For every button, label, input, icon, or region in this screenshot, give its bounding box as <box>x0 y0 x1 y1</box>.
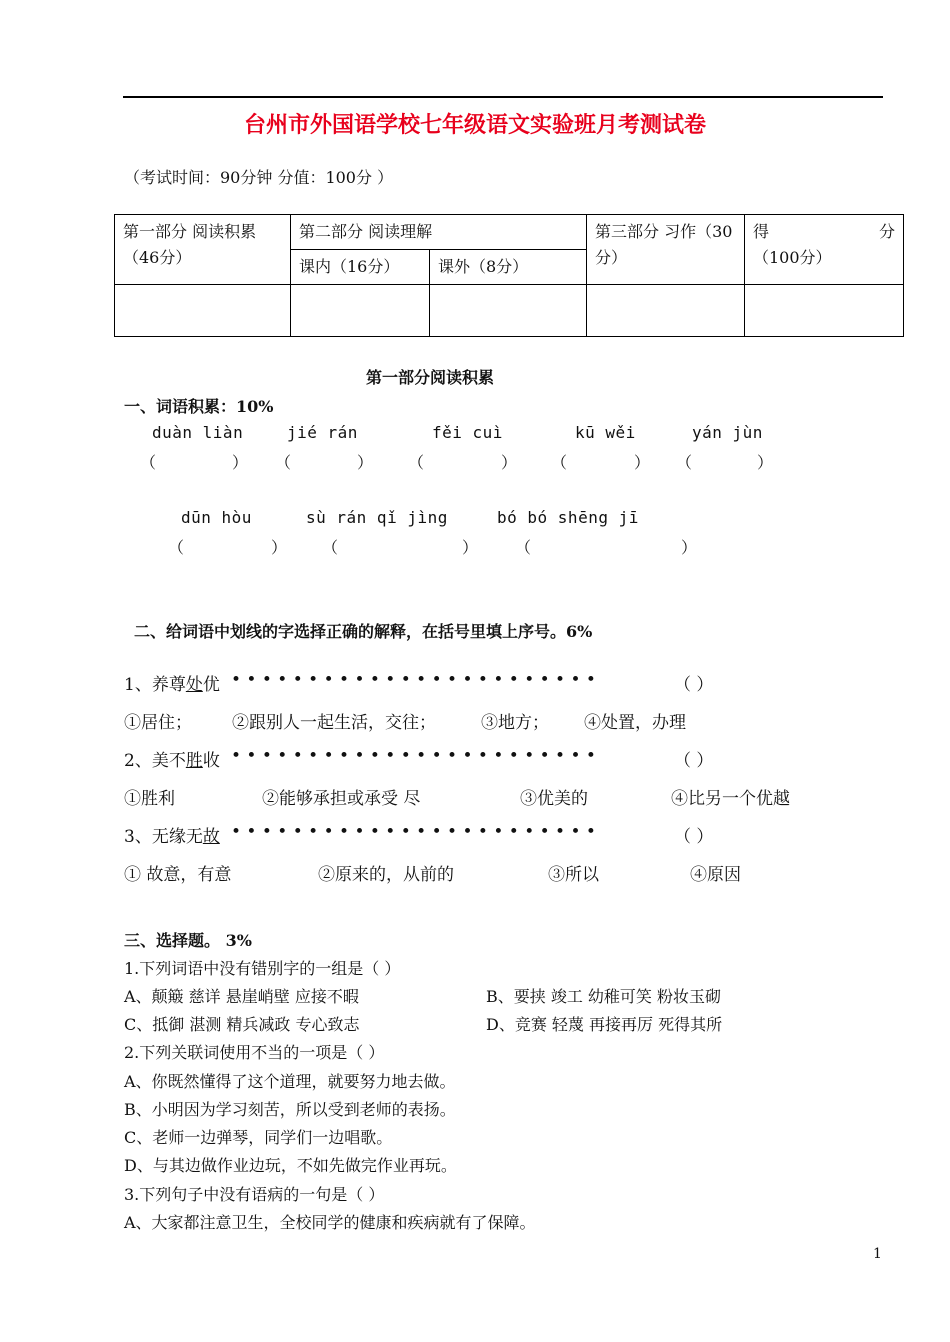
pinyin-5: yán jùn <box>692 423 763 442</box>
score-header-outclass: 课外（8分） <box>430 250 587 285</box>
section1-title: 第一部分阅读积累 <box>365 368 494 387</box>
q2-item-2-option-1: ①胜利 <box>124 789 175 809</box>
q2-item-1-post: 优 <box>202 675 220 695</box>
answer-paren-3-close: ） <box>501 453 518 472</box>
page-number: 1 <box>873 1246 882 1262</box>
q2-item-2-pre: 美不 <box>151 751 186 771</box>
pinyin-6: dūn hòu <box>181 508 252 527</box>
answer-paren-7-open: （ <box>322 538 339 557</box>
q3-1-option-c[interactable]: C、抵御 湛测 精兵减政 专心致志 <box>124 1015 360 1034</box>
q3-1-option-a[interactable]: A、颠簸 慈详 悬崖峭壁 应接不暇 <box>124 987 359 1006</box>
answer-paren-3-open: （ <box>408 453 425 472</box>
answer-paren-8-close: ） <box>681 538 698 557</box>
q2-item-1-num: 1、 <box>124 675 152 695</box>
q2-item-3-answer[interactable]: （ ） <box>674 827 714 847</box>
top-rule <box>123 96 883 98</box>
total-label-a: 得 <box>753 222 770 241</box>
q1-heading: 一、词语积累：10% <box>124 397 274 416</box>
q3-2-option-d[interactable]: D、与其边做作业边玩，不如先做完作业再玩。 <box>124 1156 457 1175</box>
score-cell-outclass[interactable] <box>430 285 587 337</box>
q2-item-1-option-4: ④处置，办理 <box>584 713 686 733</box>
score-table <box>114 214 904 337</box>
score-cell-part3[interactable] <box>587 285 745 337</box>
q2-item-2-underlined: 胜 <box>185 751 203 771</box>
q2-item-2-post: 收 <box>202 751 220 771</box>
q2-item-2-option-3: ③优美的 <box>520 789 588 809</box>
q3-2-option-b[interactable]: B、小明因为学习刻苦，所以受到老师的表扬。 <box>124 1100 456 1119</box>
q2-item-3-option-4: ④原因 <box>690 865 741 885</box>
q3-3-stem: 3.下列句子中没有语病的一句是（ ） <box>124 1185 385 1204</box>
answer-paren-4-close: ） <box>634 453 651 472</box>
q2-item-2-answer[interactable]: （ ） <box>674 751 714 771</box>
q2-item-1-option-2: ②跟别人一起生活，交往； <box>232 713 436 733</box>
q2-item-2-option-2: ②能够承担或承受 尽 <box>262 789 421 809</box>
answer-paren-7-close: ） <box>462 538 479 557</box>
pinyin-8: bó bó shēng jī <box>497 508 639 527</box>
page-title: 台州市外国语学校七年级语文实验班月考测试卷 <box>243 112 706 138</box>
score-header-part1: 第一部分 阅读积累（46分） <box>115 215 291 285</box>
q3-1-stem: 1.下列词语中没有错别字的一组是（ ） <box>124 959 401 978</box>
answer-paren-2-close: ） <box>357 453 374 472</box>
q3-1-option-d[interactable]: D、竞赛 轻蔑 再接再厉 死得其所 <box>486 1015 723 1034</box>
q3-2-option-c[interactable]: C、老师一边弹琴，同学们一边唱歌。 <box>124 1128 393 1147</box>
q2-item-3-option-2: ②原来的，从前的 <box>318 865 454 885</box>
q2-item-1-dots: • • • • • • • • • • • • • • • • • • • • • • • • <box>231 670 596 690</box>
q2-heading: 二、给词语中划线的字选择正确的解释，在括号里填上序号。6% <box>134 622 593 641</box>
q2-item-2-dots: • • • • • • • • • • • • • • • • • • • • • • • • <box>231 746 596 766</box>
total-value: （100分） <box>753 248 832 267</box>
q2-item-2-num: 2、 <box>124 751 152 771</box>
q3-heading: 三、选择题。 3% <box>124 931 252 950</box>
pinyin-3: fěi cuì <box>432 423 503 442</box>
answer-paren-6-open: （ <box>168 538 185 557</box>
exam-info: （考试时间：90分钟 分值：100分 ） <box>124 168 394 187</box>
answer-paren-4-open: （ <box>551 453 568 472</box>
q3-3-option-a[interactable]: A、大家都注意卫生，全校同学的健康和疾病就有了保障。 <box>124 1213 536 1232</box>
q2-item-1 <box>124 670 220 695</box>
pinyin-7: sù rán qǐ jìng <box>306 508 448 527</box>
answer-paren-5-close: ） <box>757 453 774 472</box>
score-header-part3: 第三部分 习作（30分） <box>587 215 745 285</box>
score-header-total <box>745 215 904 285</box>
q2-item-1-option-3: ③地方； <box>481 713 549 733</box>
q2-item-2 <box>124 746 220 771</box>
q3-2-option-a[interactable]: A、你既然懂得了这个道理，就要努力地去做。 <box>124 1072 456 1091</box>
q2-item-3-underlined: 故 <box>202 827 220 847</box>
q2-item-3-dots: • • • • • • • • • • • • • • • • • • • • • • • • <box>231 822 596 842</box>
q3-1-option-b[interactable]: B、要挟 竣工 幼稚可笑 粉妆玉砌 <box>486 987 722 1006</box>
score-header-inclass: 课内（16分） <box>291 250 430 285</box>
pinyin-1: duàn liàn <box>152 423 244 442</box>
q2-item-3-option-3: ③所以 <box>548 865 599 885</box>
q2-item-3-option-1: ① 故意，有意 <box>124 865 232 885</box>
answer-paren-2-open: （ <box>275 453 292 472</box>
answer-paren-6-close: ） <box>271 538 288 557</box>
q2-item-1-pre: 养尊 <box>151 675 186 695</box>
q2-item-1-option-1: ①居住； <box>124 713 192 733</box>
q2-item-3-pre: 无缘无 <box>151 827 203 847</box>
score-cell-total[interactable] <box>745 285 904 337</box>
q3-2-stem: 2.下列关联词使用不当的一项是（ ） <box>124 1043 385 1062</box>
answer-paren-1-open: （ <box>140 453 157 472</box>
pinyin-2: jié rán <box>287 423 358 442</box>
q2-item-2-option-4: ④比另一个优越 <box>671 789 790 809</box>
pinyin-4: kū wěi <box>575 423 636 442</box>
q2-item-1-underlined: 处 <box>185 675 203 695</box>
answer-paren-1-close: ） <box>232 453 249 472</box>
q2-item-1-answer[interactable]: （ ） <box>674 675 714 695</box>
score-header-part2: 第二部分 阅读理解 <box>291 215 587 250</box>
score-cell-part1[interactable] <box>115 285 291 337</box>
q2-item-3 <box>124 822 220 847</box>
total-label-b: 分 <box>878 222 895 241</box>
answer-paren-5-open: （ <box>676 453 693 472</box>
score-cell-inclass[interactable] <box>291 285 430 337</box>
answer-paren-8-open: （ <box>515 538 532 557</box>
q2-item-3-num: 3、 <box>124 827 152 847</box>
